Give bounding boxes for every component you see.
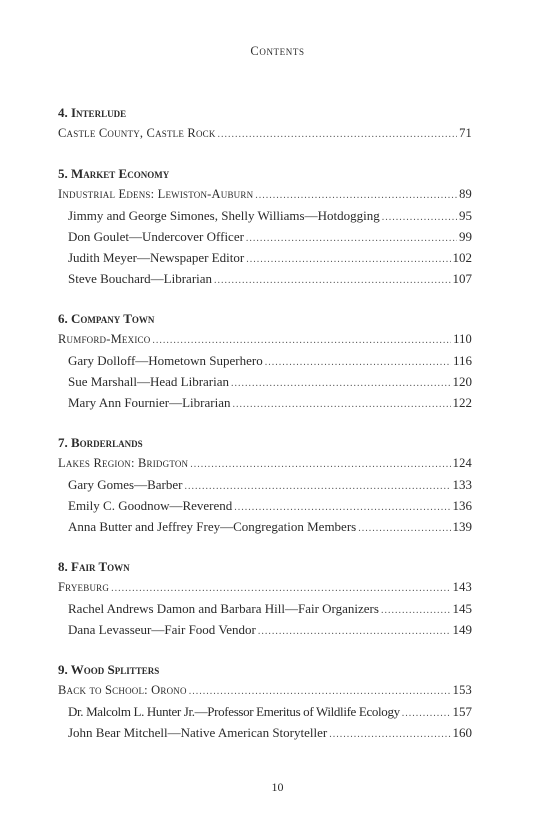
dot-leader bbox=[111, 578, 451, 599]
toc-entry-place[interactable] bbox=[58, 453, 472, 474]
entry-title: Rachel Andrews Damon and Barbara Hill—Fair Organizers bbox=[68, 601, 379, 616]
page-number: 143 bbox=[452, 580, 472, 594]
page-number: 71 bbox=[459, 126, 472, 140]
dot-leader bbox=[402, 703, 451, 724]
dot-leader bbox=[329, 724, 450, 745]
chapter-8 bbox=[58, 557, 472, 640]
page-number: 145 bbox=[452, 601, 472, 616]
toc-entry-place[interactable] bbox=[58, 577, 472, 598]
chapter-heading: 6. Company Town bbox=[58, 311, 155, 326]
dot-leader bbox=[382, 207, 457, 228]
chapter-9 bbox=[58, 660, 472, 743]
chapter-4 bbox=[58, 103, 472, 144]
page-number: 153 bbox=[452, 683, 472, 697]
page-number: 160 bbox=[452, 725, 472, 740]
chapter-heading: 9. Wood Splitters bbox=[58, 662, 160, 677]
page-number: 133 bbox=[452, 477, 472, 492]
entry-title: Castle County, Castle Rock bbox=[58, 126, 216, 140]
dot-leader bbox=[246, 249, 450, 270]
toc-entry-place[interactable] bbox=[58, 329, 472, 350]
entry-title: Mary Ann Fournier—Librarian bbox=[68, 395, 231, 410]
entry-title: Anna Butter and Jeffrey Frey—Congregation Members bbox=[68, 519, 357, 534]
dot-leader bbox=[381, 600, 451, 621]
toc-entry-profile[interactable] bbox=[58, 371, 472, 392]
toc-entry-profile[interactable] bbox=[58, 495, 472, 516]
toc-entry-profile[interactable] bbox=[58, 226, 472, 247]
chapter-heading: 4. Interlude bbox=[58, 105, 127, 120]
page-number: 102 bbox=[452, 250, 472, 265]
page-number: 116 bbox=[452, 353, 472, 368]
dot-leader bbox=[358, 518, 450, 539]
dot-leader bbox=[246, 228, 457, 249]
toc-entry-profile[interactable] bbox=[58, 392, 472, 413]
page-folio: 10 bbox=[271, 780, 284, 794]
toc-entry-profile[interactable] bbox=[58, 350, 472, 371]
dot-leader bbox=[258, 621, 451, 642]
page-number: 99 bbox=[459, 229, 472, 244]
entry-title: Judith Meyer—Newspaper Editor bbox=[68, 250, 245, 265]
toc-entry-profile[interactable] bbox=[58, 701, 472, 722]
toc-entry-profile[interactable] bbox=[58, 619, 472, 640]
table-of-contents bbox=[58, 103, 472, 763]
toc-entry-profile[interactable] bbox=[58, 268, 472, 289]
page-number: 157 bbox=[452, 704, 472, 719]
toc-entry-profile[interactable] bbox=[58, 516, 472, 537]
toc-entry-profile[interactable] bbox=[58, 722, 472, 743]
dot-leader bbox=[189, 681, 451, 702]
page-number: 122 bbox=[452, 395, 472, 410]
toc-entry-place[interactable] bbox=[58, 680, 472, 701]
entry-title: Lakes Region: Bridgton bbox=[58, 456, 189, 470]
page-title: Contents bbox=[250, 44, 305, 58]
entry-title: Dr. Malcolm L. Hunter Jr.—Professor Emeritus of Wildlife Ecology bbox=[68, 704, 400, 719]
entry-title: John Bear Mitchell—Native American Storyteller bbox=[68, 725, 328, 740]
entry-title: Sue Marshall—Head Librarian bbox=[68, 374, 230, 389]
page-number: 107 bbox=[452, 271, 472, 286]
toc-entry-place[interactable] bbox=[58, 123, 472, 144]
chapter-7 bbox=[58, 433, 472, 537]
dot-leader bbox=[184, 476, 450, 497]
entry-title: Don Goulet—Undercover Officer bbox=[68, 229, 244, 244]
dot-leader bbox=[265, 352, 451, 373]
page-number: 95 bbox=[459, 208, 472, 223]
toc-entry-profile[interactable] bbox=[58, 474, 472, 495]
page-number: 136 bbox=[452, 498, 472, 513]
page-number: 110 bbox=[453, 332, 472, 346]
page-number: 139 bbox=[452, 519, 472, 534]
toc-entry-profile[interactable] bbox=[58, 247, 472, 268]
dot-leader bbox=[234, 497, 450, 518]
entry-title: Dana Levasseur—Fair Food Vendor bbox=[68, 622, 256, 637]
entry-title: Steve Bouchard—Librarian bbox=[68, 271, 213, 286]
chapter-heading: 5. Market Economy bbox=[58, 166, 170, 181]
entry-title: Emily C. Goodnow—Reverend bbox=[68, 498, 233, 513]
entry-title: Gary Dolloff—Hometown Superhero bbox=[68, 353, 263, 368]
dot-leader bbox=[214, 270, 450, 291]
toc-entry-profile[interactable] bbox=[58, 598, 472, 619]
page-number: 120 bbox=[452, 374, 472, 389]
toc-entry-profile[interactable] bbox=[58, 205, 472, 226]
page-number: 149 bbox=[452, 622, 472, 637]
dot-leader bbox=[255, 185, 457, 206]
entry-title: Back to School: Orono bbox=[58, 683, 187, 697]
page-number: 89 bbox=[459, 187, 472, 201]
entry-title: Industrial Edens: Lewiston-Auburn bbox=[58, 187, 254, 201]
dot-leader bbox=[190, 454, 450, 475]
toc-entry-place[interactable] bbox=[58, 184, 472, 205]
dot-leader bbox=[232, 394, 450, 415]
entry-title: Rumford-Mexico bbox=[58, 332, 151, 346]
entry-title: Fryeburg bbox=[58, 580, 110, 594]
chapter-heading: 8. Fair Town bbox=[58, 559, 130, 574]
entry-title: Jimmy and George Simones, Shelly Williams—Hotdogging bbox=[68, 208, 380, 223]
chapter-heading: 7. Borderlands bbox=[58, 435, 143, 450]
dot-leader bbox=[231, 373, 450, 394]
entry-title: Gary Gomes—Barber bbox=[68, 477, 183, 492]
dot-leader bbox=[152, 330, 451, 351]
chapter-6 bbox=[58, 309, 472, 413]
dot-leader bbox=[218, 124, 458, 145]
chapter-5 bbox=[58, 164, 472, 289]
page-number: 124 bbox=[452, 456, 472, 470]
